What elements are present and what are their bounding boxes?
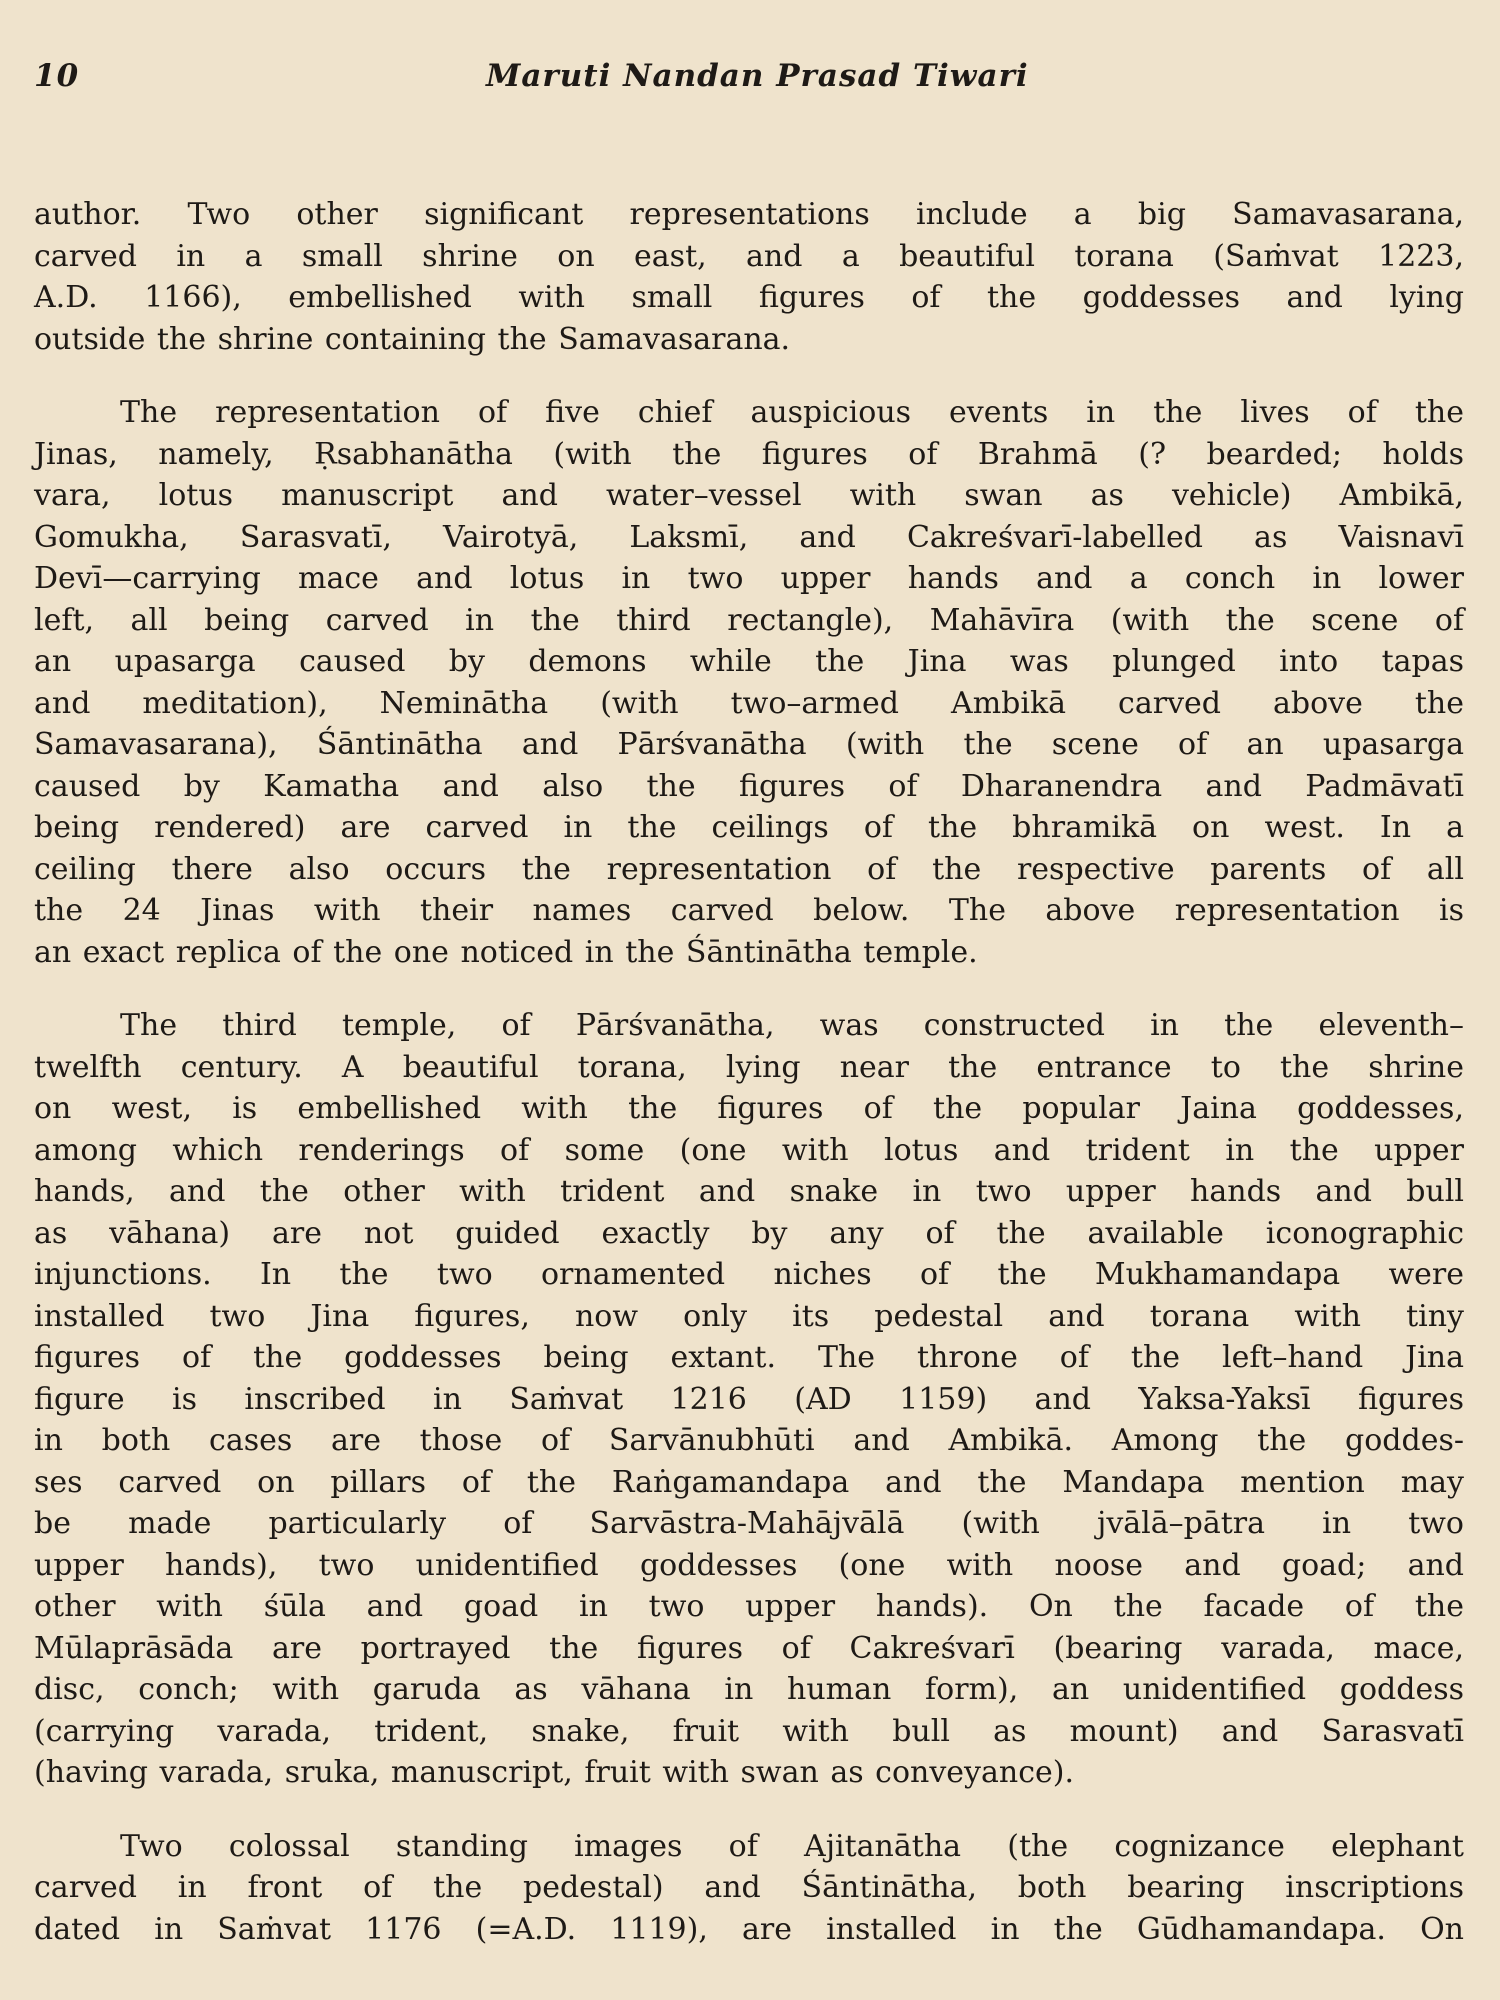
text-line: in both cases are those of Sarvānubhūti and Ambikā. Among the goddes- xyxy=(34,1423,1464,1458)
text-line: an upasarga caused by demons while the Jina was plunged into tapas xyxy=(34,644,1464,679)
text-line: ses carved on pillars of the Raṅgamandapa and the Mandapa mention may xyxy=(34,1464,1464,1500)
text-line: left, all being carved in the third rectangle), Mahāvīra (with the scene of xyxy=(34,602,1464,638)
body-text xyxy=(34,194,1464,1950)
text-line: on west, is embellished with the figures of the popular Jaina goddesses, xyxy=(34,1091,1464,1126)
paragraph-2 xyxy=(34,392,1464,973)
text-line: caused by Kamatha and also the figures of Dharanendra and Padmāvatī xyxy=(34,768,1464,804)
text-line: as vāhana) are not guided exactly by any of the available iconographic xyxy=(34,1215,1464,1251)
text-line: among which renderings of some (one with lotus and trident in the upper xyxy=(34,1132,1464,1168)
running-head: Maruti Nandan Prasad Tiwari xyxy=(486,58,1029,94)
text-line: the 24 Jinas with their names carved below. The above representation is xyxy=(34,893,1464,928)
text-line: (having varada, sruka, manuscript, fruit with swan as conveyance). xyxy=(34,1755,1074,1790)
text-line: author. Two other significant representations include a big Samavasarana, xyxy=(34,197,1464,232)
paragraph-3 xyxy=(34,1005,1464,1794)
text-line: an exact replica of the one noticed in the Śāntinātha temple. xyxy=(34,934,978,970)
text-line: hands, and the other with trident and snake in two upper hands and bull xyxy=(34,1174,1464,1209)
text-line: twelfth century. A beautiful torana, lying near the entrance to the shrine xyxy=(34,1049,1464,1085)
text-line: upper hands), two unidentified goddesses (one with noose and goad; and xyxy=(34,1547,1464,1583)
text-line: being rendered) are carved in the ceilings of the bhramikā on west. In a xyxy=(34,810,1464,845)
page-header xyxy=(34,58,1464,110)
text-line: dated in Saṁvat 1176 (=A.D. 1119), are installed in the Gūdhamandapa. On xyxy=(34,1911,1464,1947)
text-line: installed two Jina figures, now only its pedestal and torana with tiny xyxy=(34,1298,1464,1334)
text-line: Two colossal standing images of Ajitanātha (the cognizance elephant xyxy=(120,1828,1464,1864)
text-line: and meditation), Neminātha (with two–armed Ambikā carved above the xyxy=(34,685,1464,721)
text-line: disc, conch; with garuda as vāhana in human form), an unidentified goddess xyxy=(34,1672,1464,1707)
text-line: carved in a small shrine on east, and a beautiful torana (Saṁvat 1223, xyxy=(34,238,1464,274)
text-line: Devī—carrying mace and lotus in two upper hands and a conch in lower xyxy=(34,561,1464,596)
text-line: The third temple, of Pārśvanātha, was constructed in the eleventh– xyxy=(120,1008,1464,1043)
text-line: Jinas, namely, Ṛsabhanātha (with the figures of Brahmā (? bearded; holds xyxy=(34,436,1464,472)
text-line: (carrying varada, trident, snake, fruit with bull as mount) and Sarasvatī xyxy=(34,1713,1464,1749)
text-line: other with śūla and goad in two upper hands). On the facade of the xyxy=(34,1589,1464,1624)
text-line: Samavasarana), Śāntinātha and Pārśvanātha (with the scene of an upasarga xyxy=(34,727,1464,762)
text-line: Mūlaprāsāda are portrayed the figures of Cakreśvarī (bearing varada, mace, xyxy=(34,1630,1464,1666)
text-line: figures of the goddesses being extant. The throne of the left–hand Jina xyxy=(34,1340,1464,1375)
text-line: A.D. 1166), embellished with small figures of the goddesses and lying xyxy=(34,280,1464,315)
text-line: Gomukha, Sarasvatī, Vairotyā, Laksmī, and Cakreśvarī-labelled as Vaisnavī xyxy=(34,519,1464,555)
text-line: The representation of five chief auspicious events in the lives of the xyxy=(120,395,1464,430)
text-line: injunctions. In the two ornamented niches of the Mukhamandapa were xyxy=(34,1257,1464,1292)
text-line: be made particularly of Sarvāstra-Mahājvālā (with jvālā–pātra in two xyxy=(34,1506,1464,1541)
paragraph-1 xyxy=(34,194,1464,360)
text-line: ceiling there also occurs the representation of the respective parents of all xyxy=(34,851,1464,887)
page-number: 10 xyxy=(34,58,80,94)
text-line: outside the shrine containing the Samavasarana. xyxy=(34,321,791,357)
paragraph-4 xyxy=(34,1826,1464,1951)
text-line: figure is inscribed in Saṁvat 1216 (AD 1159) and Yaksa-Yaksī figures xyxy=(34,1381,1464,1417)
text-line: carved in front of the pedestal) and Śāntinātha, both bearing inscriptions xyxy=(34,1870,1464,1905)
text-line: vara, lotus manuscript and water–vessel with swan as vehicle) Ambikā, xyxy=(34,478,1464,513)
